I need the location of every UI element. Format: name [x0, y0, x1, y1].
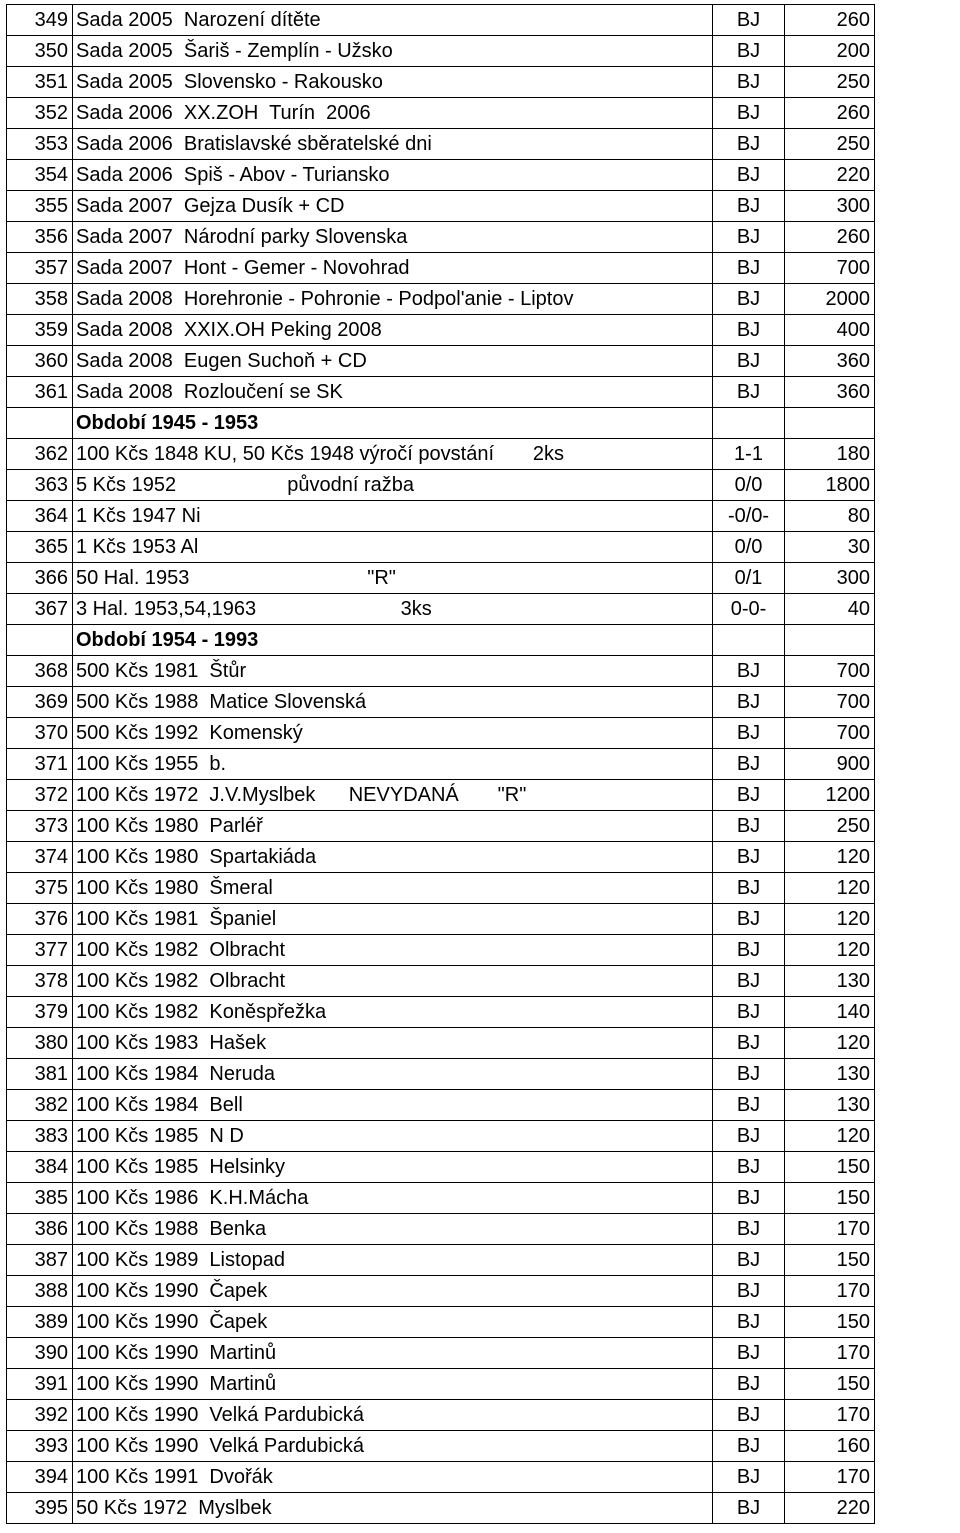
table-row [7, 1028, 875, 1059]
table-row [7, 377, 875, 408]
table-row [7, 67, 875, 98]
table-row [7, 966, 875, 997]
table-row [7, 5, 875, 36]
item-price-cell: 170 [785, 1400, 875, 1431]
item-number-cell: 384 [7, 1152, 73, 1183]
item-number-cell: 375 [7, 873, 73, 904]
item-description-cell: 100 Kčs 1980 Parléř [73, 811, 713, 842]
item-number-cell: 382 [7, 1090, 73, 1121]
item-description-cell: Sada 2008 Rozloučení se SK [73, 377, 713, 408]
item-description-cell: Sada 2006 XX.ZOH Turín 2006 [73, 98, 713, 129]
item-price-cell: 150 [785, 1307, 875, 1338]
item-grade-cell: BJ [713, 687, 785, 718]
item-number-cell: 395 [7, 1493, 73, 1524]
item-price-cell: 400 [785, 315, 875, 346]
item-number-cell: 361 [7, 377, 73, 408]
item-description-cell: 100 Kčs 1980 Šmeral [73, 873, 713, 904]
item-number-cell: 360 [7, 346, 73, 377]
item-grade-cell: BJ [713, 160, 785, 191]
item-grade-cell: 1-1 [713, 439, 785, 470]
item-number-cell: 389 [7, 1307, 73, 1338]
item-grade-cell: BJ [713, 5, 785, 36]
item-grade-cell: BJ [713, 966, 785, 997]
item-number-cell: 376 [7, 904, 73, 935]
item-grade-cell [713, 408, 785, 439]
item-grade-cell: BJ [713, 1245, 785, 1276]
item-grade-cell: BJ [713, 1431, 785, 1462]
item-number-cell: 371 [7, 749, 73, 780]
item-grade-cell: BJ [713, 997, 785, 1028]
item-price-cell: 260 [785, 5, 875, 36]
item-price-cell: 360 [785, 346, 875, 377]
item-number-cell: 374 [7, 842, 73, 873]
item-number-cell: 383 [7, 1121, 73, 1152]
item-number-cell: 353 [7, 129, 73, 160]
table-row [7, 222, 875, 253]
item-price-cell: 260 [785, 222, 875, 253]
item-description-cell: Sada 2005 Slovensko - Rakousko [73, 67, 713, 98]
item-number-cell: 373 [7, 811, 73, 842]
item-number-cell: 362 [7, 439, 73, 470]
item-number-cell: 370 [7, 718, 73, 749]
item-number-cell [7, 408, 73, 439]
item-price-cell: 220 [785, 1493, 875, 1524]
item-number-cell: 355 [7, 191, 73, 222]
item-price-cell: 120 [785, 1121, 875, 1152]
item-price-cell: 120 [785, 873, 875, 904]
item-description-cell: 100 Kčs 1990 Martinů [73, 1369, 713, 1400]
table-row [7, 842, 875, 873]
item-description-cell: 100 Kčs 1990 Čapek [73, 1307, 713, 1338]
item-grade-cell: BJ [713, 1028, 785, 1059]
item-price-cell: 170 [785, 1214, 875, 1245]
item-number-cell: 366 [7, 563, 73, 594]
table-row [7, 1245, 875, 1276]
item-grade-cell: BJ [713, 129, 785, 160]
item-price-cell: 120 [785, 1028, 875, 1059]
item-price-cell: 170 [785, 1462, 875, 1493]
item-price-cell: 150 [785, 1183, 875, 1214]
item-grade-cell: 0/1 [713, 563, 785, 594]
item-description-cell: 500 Kčs 1981 Štůr [73, 656, 713, 687]
table-row [7, 470, 875, 501]
item-description-cell: 100 Kčs 1955 b. [73, 749, 713, 780]
item-grade-cell: BJ [713, 98, 785, 129]
item-price-cell: 150 [785, 1369, 875, 1400]
item-price-cell: 170 [785, 1276, 875, 1307]
item-grade-cell: BJ [713, 1090, 785, 1121]
item-description-cell: 1 Kčs 1953 Al [73, 532, 713, 563]
item-grade-cell: BJ [713, 284, 785, 315]
item-description-cell: Sada 2007 Gejza Dusík + CD [73, 191, 713, 222]
item-price-cell: 120 [785, 935, 875, 966]
item-number-cell: 356 [7, 222, 73, 253]
item-price-cell: 250 [785, 129, 875, 160]
item-description-cell: Sada 2007 Národní parky Slovenska [73, 222, 713, 253]
item-price-cell: 180 [785, 439, 875, 470]
item-grade-cell: BJ [713, 1400, 785, 1431]
item-description-cell: Sada 2008 XXIX.OH Peking 2008 [73, 315, 713, 346]
item-price-cell: 130 [785, 1059, 875, 1090]
item-description-cell: 5 Kčs 1952 původní ražba [73, 470, 713, 501]
item-description-cell: 100 Kčs 1985 N D [73, 1121, 713, 1152]
item-number-cell: 392 [7, 1400, 73, 1431]
item-number-cell: 391 [7, 1369, 73, 1400]
item-description-cell: 100 Kčs 1980 Spartakiáda [73, 842, 713, 873]
item-grade-cell: BJ [713, 1121, 785, 1152]
item-number-cell: 350 [7, 36, 73, 67]
item-number-cell: 354 [7, 160, 73, 191]
item-price-cell: 260 [785, 98, 875, 129]
item-grade-cell: BJ [713, 191, 785, 222]
item-number-cell: 377 [7, 935, 73, 966]
item-price-cell: 30 [785, 532, 875, 563]
item-description-cell: Sada 2005 Šariš - Zemplín - Užsko [73, 36, 713, 67]
item-number-cell: 352 [7, 98, 73, 129]
item-grade-cell: BJ [713, 656, 785, 687]
item-price-cell: 900 [785, 749, 875, 780]
item-price-cell: 1800 [785, 470, 875, 501]
item-grade-cell: -0/0- [713, 501, 785, 532]
table-row [7, 997, 875, 1028]
item-number-cell: 388 [7, 1276, 73, 1307]
table-row [7, 1059, 875, 1090]
item-description-cell: Sada 2006 Bratislavské sběratelské dni [73, 129, 713, 160]
item-description-cell: Sada 2007 Hont - Gemer - Novohrad [73, 253, 713, 284]
table-row [7, 718, 875, 749]
item-number-cell: 367 [7, 594, 73, 625]
item-description-cell: 100 Kčs 1990 Velká Pardubická [73, 1431, 713, 1462]
item-grade-cell: 0/0 [713, 470, 785, 501]
item-number-cell: 394 [7, 1462, 73, 1493]
item-grade-cell: BJ [713, 36, 785, 67]
table-row [7, 160, 875, 191]
item-description-cell: 100 Kčs 1981 Španiel [73, 904, 713, 935]
table-row [7, 284, 875, 315]
item-grade-cell: BJ [713, 842, 785, 873]
item-description-cell: 50 Kčs 1972 Myslbek [73, 1493, 713, 1524]
item-number-cell: 386 [7, 1214, 73, 1245]
item-description-cell: Sada 2008 Eugen Suchoň + CD [73, 346, 713, 377]
item-grade-cell [713, 625, 785, 656]
item-price-cell: 250 [785, 811, 875, 842]
item-description-cell: 100 Kčs 1982 Koněspřežka [73, 997, 713, 1028]
table-row [7, 1183, 875, 1214]
item-price-cell: 160 [785, 1431, 875, 1462]
item-grade-cell: BJ [713, 718, 785, 749]
item-grade-cell: BJ [713, 1369, 785, 1400]
table-row [7, 749, 875, 780]
item-price-cell: 2000 [785, 284, 875, 315]
item-description-cell: 500 Kčs 1988 Matice Slovenská [73, 687, 713, 718]
item-number-cell: 378 [7, 966, 73, 997]
item-grade-cell: BJ [713, 1338, 785, 1369]
item-grade-cell: BJ [713, 780, 785, 811]
item-number-cell: 380 [7, 1028, 73, 1059]
table-row [7, 1307, 875, 1338]
item-price-cell: 140 [785, 997, 875, 1028]
table-row [7, 935, 875, 966]
table-row [7, 873, 875, 904]
item-number-cell: 381 [7, 1059, 73, 1090]
table-row [7, 594, 875, 625]
item-grade-cell: BJ [713, 873, 785, 904]
item-grade-cell: BJ [713, 749, 785, 780]
item-number-cell: 368 [7, 656, 73, 687]
item-grade-cell: 0/0 [713, 532, 785, 563]
table-row [7, 780, 875, 811]
item-description-cell: Sada 2008 Horehronie - Pohronie - Podpol'anie - Liptov [73, 284, 713, 315]
table-row [7, 1276, 875, 1307]
price-list-body [7, 5, 875, 1524]
item-grade-cell: BJ [713, 1152, 785, 1183]
item-description-cell: Sada 2006 Spiš - Abov - Turiansko [73, 160, 713, 191]
item-number-cell: 351 [7, 67, 73, 98]
item-grade-cell: BJ [713, 1059, 785, 1090]
item-price-cell: 700 [785, 687, 875, 718]
item-grade-cell: BJ [713, 377, 785, 408]
item-price-cell: 170 [785, 1338, 875, 1369]
item-price-cell: 40 [785, 594, 875, 625]
item-description-cell: Sada 2005 Narození dítěte [73, 5, 713, 36]
item-price-cell: 700 [785, 253, 875, 284]
item-description-cell: 100 Kčs 1984 Neruda [73, 1059, 713, 1090]
section-title: Období 1945 - 1953 [73, 408, 713, 439]
item-price-cell: 700 [785, 656, 875, 687]
table-row [7, 656, 875, 687]
table-row [7, 687, 875, 718]
item-description-cell: 3 Hal. 1953,54,1963 3ks [73, 594, 713, 625]
section-header-row [7, 408, 875, 439]
item-price-cell: 300 [785, 563, 875, 594]
table-row [7, 36, 875, 67]
item-number-cell: 365 [7, 532, 73, 563]
item-description-cell: 100 Kčs 1986 K.H.Mácha [73, 1183, 713, 1214]
item-number-cell: 393 [7, 1431, 73, 1462]
table-row [7, 1400, 875, 1431]
table-row [7, 1214, 875, 1245]
item-grade-cell: BJ [713, 1214, 785, 1245]
item-number-cell: 369 [7, 687, 73, 718]
table-row [7, 811, 875, 842]
table-row [7, 532, 875, 563]
item-description-cell: 100 Kčs 1972 J.V.Myslbek NEVYDANÁ "R" [73, 780, 713, 811]
item-grade-cell: BJ [713, 222, 785, 253]
item-grade-cell: BJ [713, 315, 785, 346]
item-description-cell: 100 Kčs 1985 Helsinky [73, 1152, 713, 1183]
item-description-cell: 1 Kčs 1947 Ni [73, 501, 713, 532]
item-price-cell: 360 [785, 377, 875, 408]
item-price-cell: 150 [785, 1152, 875, 1183]
item-grade-cell: BJ [713, 1276, 785, 1307]
item-price-cell [785, 408, 875, 439]
item-description-cell: 100 Kčs 1983 Hašek [73, 1028, 713, 1059]
item-grade-cell: BJ [713, 346, 785, 377]
item-number-cell: 349 [7, 5, 73, 36]
item-number-cell: 387 [7, 1245, 73, 1276]
table-row [7, 1493, 875, 1524]
item-price-cell: 130 [785, 1090, 875, 1121]
item-price-cell: 120 [785, 904, 875, 935]
item-grade-cell: BJ [713, 935, 785, 966]
item-number-cell: 364 [7, 501, 73, 532]
item-grade-cell: BJ [713, 253, 785, 284]
item-description-cell: 100 Kčs 1990 Martinů [73, 1338, 713, 1369]
table-row [7, 904, 875, 935]
item-price-cell: 150 [785, 1245, 875, 1276]
item-number-cell: 385 [7, 1183, 73, 1214]
section-header-row [7, 625, 875, 656]
item-price-cell: 700 [785, 718, 875, 749]
table-row [7, 1121, 875, 1152]
item-grade-cell: BJ [713, 1183, 785, 1214]
item-price-cell: 250 [785, 67, 875, 98]
item-description-cell: 100 Kčs 1990 Velká Pardubická [73, 1400, 713, 1431]
table-row [7, 98, 875, 129]
item-grade-cell: BJ [713, 1307, 785, 1338]
item-description-cell: 500 Kčs 1992 Komenský [73, 718, 713, 749]
item-description-cell: 100 Kčs 1982 Olbracht [73, 966, 713, 997]
item-grade-cell: BJ [713, 1493, 785, 1524]
item-description-cell: 100 Kčs 1990 Čapek [73, 1276, 713, 1307]
item-number-cell: 379 [7, 997, 73, 1028]
table-row [7, 1369, 875, 1400]
item-description-cell: 100 Kčs 1982 Olbracht [73, 935, 713, 966]
item-description-cell: 100 Kčs 1848 KU, 50 Kčs 1948 výročí povstání 2ks [73, 439, 713, 470]
table-row [7, 1090, 875, 1121]
item-price-cell: 300 [785, 191, 875, 222]
price-list-table [6, 4, 875, 1524]
item-grade-cell: BJ [713, 1462, 785, 1493]
item-price-cell: 120 [785, 842, 875, 873]
table-row [7, 439, 875, 470]
item-number-cell: 359 [7, 315, 73, 346]
table-row [7, 191, 875, 222]
table-row [7, 1338, 875, 1369]
table-row [7, 1152, 875, 1183]
item-price-cell: 220 [785, 160, 875, 191]
table-row [7, 129, 875, 160]
item-grade-cell: BJ [713, 67, 785, 98]
item-grade-cell: BJ [713, 811, 785, 842]
item-grade-cell: BJ [713, 904, 785, 935]
table-row [7, 1462, 875, 1493]
item-description-cell: 100 Kčs 1984 Bell [73, 1090, 713, 1121]
item-number-cell [7, 625, 73, 656]
item-description-cell: 50 Hal. 1953 "R" [73, 563, 713, 594]
table-row [7, 315, 875, 346]
item-description-cell: 100 Kčs 1991 Dvořák [73, 1462, 713, 1493]
section-title: Období 1954 - 1993 [73, 625, 713, 656]
item-number-cell: 357 [7, 253, 73, 284]
table-row [7, 501, 875, 532]
item-number-cell: 363 [7, 470, 73, 501]
item-price-cell: 130 [785, 966, 875, 997]
item-price-cell [785, 625, 875, 656]
item-price-cell: 200 [785, 36, 875, 67]
item-grade-cell: 0-0- [713, 594, 785, 625]
item-number-cell: 358 [7, 284, 73, 315]
table-row [7, 346, 875, 377]
item-price-cell: 80 [785, 501, 875, 532]
item-description-cell: 100 Kčs 1988 Benka [73, 1214, 713, 1245]
table-row [7, 253, 875, 284]
item-price-cell: 1200 [785, 780, 875, 811]
item-description-cell: 100 Kčs 1989 Listopad [73, 1245, 713, 1276]
item-number-cell: 372 [7, 780, 73, 811]
item-number-cell: 390 [7, 1338, 73, 1369]
table-row [7, 563, 875, 594]
table-row [7, 1431, 875, 1462]
